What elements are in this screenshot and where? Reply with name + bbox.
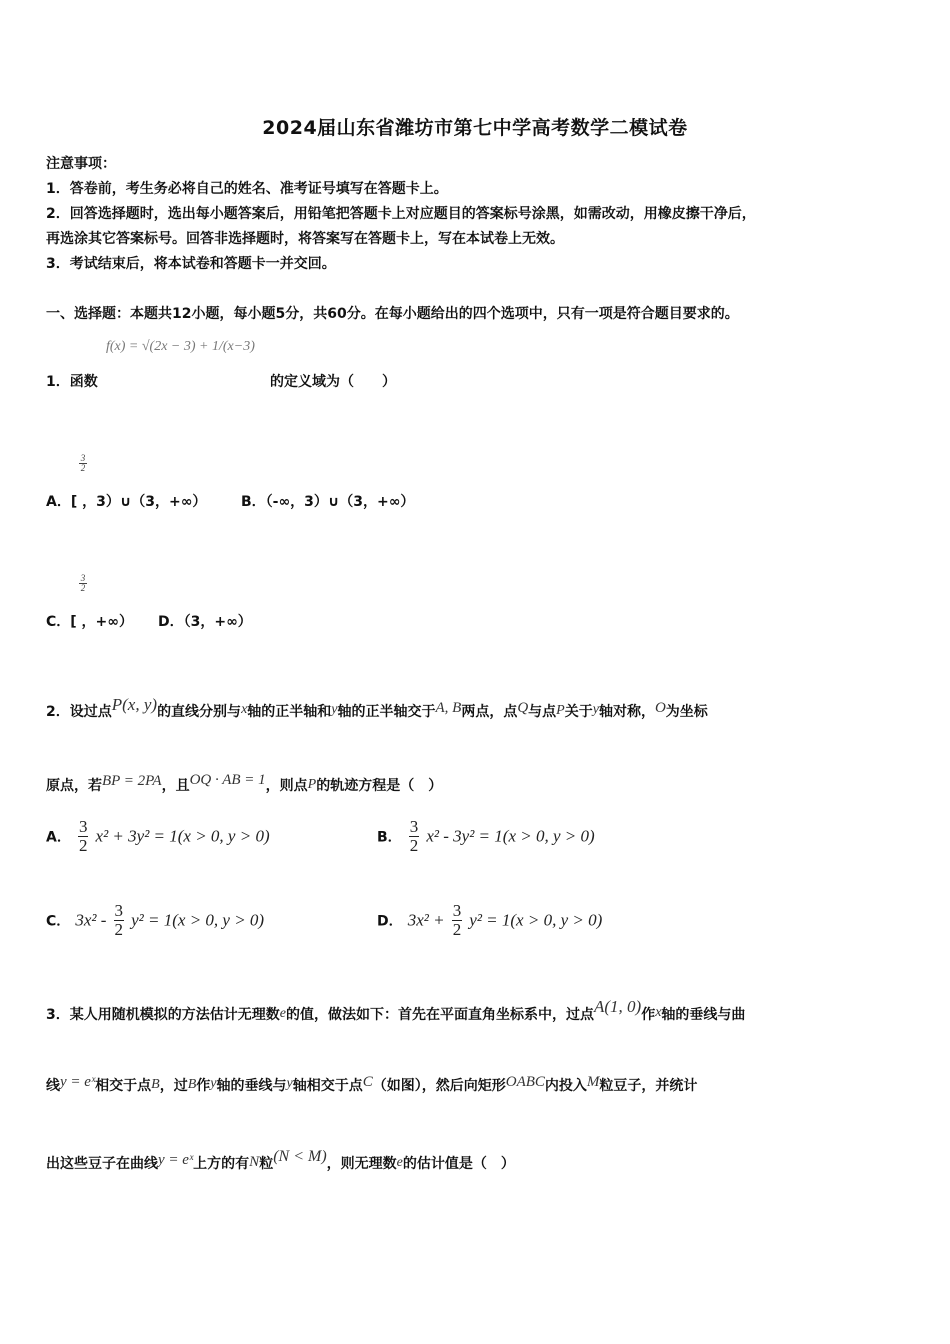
- text: 为坐标: [665, 704, 708, 720]
- q2-option-a[interactable]: [46, 818, 270, 855]
- option-text: （-∞，3）∪（3，+∞）: [265, 494, 415, 510]
- math-var: y: [210, 1076, 217, 1091]
- math-expr: A(1, 0): [593, 997, 642, 1016]
- math-expr: 3x² +: [407, 910, 445, 930]
- math-var: A, B: [435, 700, 462, 716]
- math-var: B: [151, 1077, 160, 1092]
- math-var: e: [396, 1155, 403, 1170]
- notice-item: 再选涂其它答案标号。回答非选择题时，将答案写在答题卡上，写在本试卷上无效。: [46, 231, 564, 247]
- text: 粒豆子，并统计: [599, 1078, 698, 1094]
- text: 上方的有: [193, 1156, 250, 1172]
- text: ，则无理数: [326, 1156, 397, 1172]
- text: （如图），然后向矩形: [372, 1078, 506, 1094]
- option-text: [ ，3）∪（3，+∞）: [70, 494, 207, 510]
- q1-prefix: 1．函数: [46, 374, 98, 390]
- text: 2．设过点: [46, 704, 112, 720]
- option-label: A．: [46, 829, 71, 846]
- math-var: M: [586, 1074, 600, 1090]
- page-title: 2024届山东省潍坊市第七中学高考数学二模试卷: [262, 117, 688, 139]
- math-var: x: [655, 1005, 662, 1020]
- fraction: $\frac{3}{2}$: [452, 901, 462, 939]
- math-var: y: [331, 702, 338, 717]
- notice-item: 2．回答选择题时，选出每小题答案后，用铅笔把答题卡上对应题目的答案标号涂黑，如需改动，用橡皮擦干净后，: [46, 206, 756, 222]
- q1-option-c[interactable]: [46, 611, 133, 631]
- math-var: OABC: [505, 1074, 545, 1090]
- text: 粒: [259, 1156, 274, 1172]
- math-var: y: [286, 1076, 293, 1091]
- text: 的值，做法如下：首先在平面直角坐标系中，过点: [285, 1007, 594, 1023]
- math-var: B: [187, 1077, 197, 1092]
- text: 线: [46, 1078, 60, 1094]
- q1-option-d[interactable]: [158, 611, 252, 631]
- q1-suffix: 的定义域为（ ）: [270, 374, 396, 390]
- option-label: A．: [46, 494, 71, 510]
- text: 轴的正半轴和: [247, 704, 332, 720]
- q1-option-b[interactable]: [241, 491, 414, 511]
- notice-item: 3．考试结束后，将本试卷和答题卡一并交回。: [46, 256, 336, 272]
- math-expr: 3x² -: [75, 910, 107, 930]
- math-var: C: [362, 1074, 373, 1090]
- q2-option-b[interactable]: [377, 818, 595, 855]
- text: ，过: [159, 1078, 188, 1094]
- text: 与点: [528, 704, 557, 720]
- q1-option-a[interactable]: [46, 491, 206, 511]
- option-label: C．: [46, 913, 71, 930]
- math-expr: y² = 1(x > 0, y > 0): [469, 910, 603, 930]
- text: 的估计值是（ ）: [402, 1156, 515, 1172]
- q2-line-2: [46, 761, 442, 805]
- math-expr: x² + 3y² = 1(x > 0, y > 0): [95, 826, 270, 846]
- text: 轴的垂线与曲: [661, 1007, 746, 1023]
- text: 内投入: [544, 1078, 587, 1094]
- math-expr: OQ · AB = 1: [189, 772, 266, 788]
- text: 关于: [564, 704, 593, 720]
- text: 出这些豆子在曲线: [46, 1156, 158, 1172]
- fraction: $\frac{3}{2}$: [78, 817, 88, 855]
- text: ，且: [161, 778, 190, 794]
- notice-item: 1．答卷前，考生务必将自己的姓名、准考证号填写在答题卡上。: [46, 181, 448, 197]
- option-label: B．: [241, 494, 266, 510]
- q3-line-2: [46, 1063, 697, 1105]
- text: 轴对称，: [598, 704, 655, 720]
- q2-option-c[interactable]: [46, 902, 264, 939]
- math-var: P: [556, 703, 565, 718]
- math-expr: y = eˣ: [158, 1152, 194, 1168]
- text: 轴的垂线与: [216, 1078, 287, 1094]
- text: 的轨迹方程是（ ）: [316, 778, 443, 794]
- option-text: （3，+∞）: [183, 614, 252, 630]
- option-label: D．: [377, 913, 403, 930]
- option-label: D．: [158, 614, 184, 630]
- math-var: x: [241, 702, 248, 717]
- fraction: $\frac{3}{2}$: [409, 817, 419, 855]
- math-expr: BP = 2PA: [102, 773, 162, 789]
- q1-formula: f(x) = √(2x − 3) + 1/(x−3): [106, 339, 255, 354]
- text: 3．某人用随机模拟的方法估计无理数: [46, 1007, 280, 1023]
- math-var: e: [279, 1006, 286, 1021]
- math-expr: x² - 3y² = 1(x > 0, y > 0): [426, 826, 595, 846]
- text: 作: [641, 1007, 656, 1023]
- math-var: P(x, y): [111, 695, 158, 714]
- math-var: O: [654, 700, 666, 716]
- text: 两点，点: [461, 704, 518, 720]
- q3-line-3: [46, 1138, 515, 1183]
- section-heading: 一、选择题：本题共12小题，每小题5分，共60分。在每小题给出的四个选项中，只有一项是符合题目要求的。: [46, 306, 739, 322]
- math-expr: y² = 1(x > 0, y > 0): [131, 910, 265, 930]
- notice-heading: 注意事项：: [46, 156, 116, 172]
- text: 作: [196, 1078, 211, 1094]
- q2-line-1: [46, 686, 708, 731]
- fraction: $\frac{3}{2}$: [114, 901, 124, 939]
- math-var: Q: [517, 700, 529, 716]
- text: 轴的正半轴交于: [337, 704, 436, 720]
- math-var: y: [592, 702, 599, 717]
- option-label: B．: [377, 829, 402, 846]
- math-expr: (N < M): [273, 1148, 327, 1165]
- option-label: C．: [46, 614, 71, 630]
- math-expr: y = eˣ: [60, 1074, 96, 1090]
- option-text: [ ，+∞）: [70, 614, 133, 630]
- text: 原点，若: [46, 778, 102, 794]
- q1-fraction: $\frac{3}{2}$: [80, 453, 86, 473]
- text: 相交于点: [95, 1078, 152, 1094]
- text: 轴相交于点: [292, 1078, 363, 1094]
- q3-line-1: [46, 988, 745, 1034]
- text: 的直线分别与: [157, 704, 242, 720]
- math-var: P: [307, 777, 317, 792]
- q1-fraction: $\frac{3}{2}$: [80, 573, 86, 593]
- text: ，则点: [265, 778, 308, 794]
- q2-option-d[interactable]: [377, 902, 602, 939]
- math-var: N: [249, 1154, 260, 1170]
